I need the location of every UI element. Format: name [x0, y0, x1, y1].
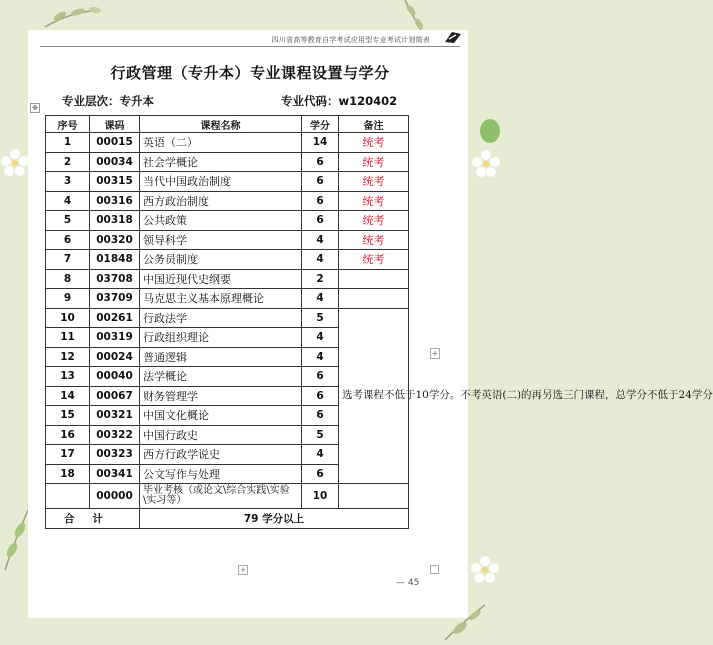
course-note: 统考 [339, 191, 409, 211]
header-note: 备注 [339, 116, 409, 133]
course-credit: 4 [302, 347, 339, 367]
flower-decoration [472, 150, 500, 178]
flower-decoration [470, 555, 500, 585]
table-row [46, 152, 409, 172]
course-name: 中国行政史 [140, 425, 302, 445]
total-credits: 79 学分以上 [140, 509, 409, 529]
course-credit: 6 [302, 386, 339, 406]
table-row [46, 308, 409, 328]
course-code: 00341 [90, 464, 140, 484]
row-number: 5 [46, 211, 90, 231]
table-move-handle-icon[interactable]: ✥ [30, 103, 40, 113]
row-number: 2 [46, 152, 90, 172]
course-code: 03708 [90, 269, 140, 289]
program-level: 专业层次：专升本 [62, 94, 154, 108]
header-rule [40, 46, 460, 47]
program-code: 专业代码：w120402 [281, 94, 398, 108]
course-note: 统考 [339, 172, 409, 192]
course-code: 01848 [90, 250, 140, 270]
table-row [46, 191, 409, 211]
course-name: 西方政治制度 [140, 191, 302, 211]
course-credit: 6 [302, 191, 339, 211]
course-credit: 6 [302, 367, 339, 387]
leaf-sprig-decoration [40, 2, 110, 32]
course-note: 统考 [339, 152, 409, 172]
course-code: 00015 [90, 133, 140, 153]
course-name: 领导科学 [140, 230, 302, 250]
thesis-row [46, 484, 409, 509]
course-credit: 4 [302, 230, 339, 250]
course-name: 当代中国政治制度 [140, 172, 302, 192]
course-code: 00316 [90, 191, 140, 211]
course-name: 行政法学 [140, 308, 302, 328]
course-code: 00322 [90, 425, 140, 445]
row-number: 3 [46, 172, 90, 192]
course-name: 普通逻辑 [140, 347, 302, 367]
row-number: 10 [46, 308, 90, 328]
course-code: 00261 [90, 308, 140, 328]
course-code: 00323 [90, 445, 140, 465]
course-name: 马克思主义基本原理概论 [140, 289, 302, 309]
table-row [46, 230, 409, 250]
course-code: 00024 [90, 347, 140, 367]
header-code: 课码 [90, 116, 140, 133]
course-code: 00320 [90, 230, 140, 250]
course-credit: 6 [302, 464, 339, 484]
course-table [45, 115, 713, 529]
header-no: 序号 [46, 116, 90, 133]
row-number: 18 [46, 464, 90, 484]
course-name: 公共政策 [140, 211, 302, 231]
course-name: 行政组织理论 [140, 328, 302, 348]
flower-decoration [0, 148, 30, 178]
elective-note: 选考课程不低于10学分。不考英语(二)的再另选三门课程，总学分不低于24学分 [339, 308, 409, 484]
running-header: 四川省高等教育自学考试应用型专业考试计划简表 [271, 36, 430, 44]
course-name: 法学概论 [140, 367, 302, 387]
table-row [46, 133, 409, 153]
page-number: — 45 [396, 578, 420, 588]
total-row [46, 509, 409, 529]
add-row-icon[interactable]: + [238, 565, 248, 575]
course-credit: 6 [302, 406, 339, 426]
row-number: 11 [46, 328, 90, 348]
course-code: 00319 [90, 328, 140, 348]
header-name: 课程名称 [140, 116, 302, 133]
header-logo-icon [444, 30, 462, 44]
row-number: 16 [46, 425, 90, 445]
course-name: 中国文化概论 [140, 406, 302, 426]
course-credit: 4 [302, 289, 339, 309]
course-credit: 10 [302, 484, 339, 509]
course-name: 英语（二） [140, 133, 302, 153]
course-credit: 5 [302, 308, 339, 328]
course-credit: 6 [302, 211, 339, 231]
course-code: 00034 [90, 152, 140, 172]
row-number: 12 [46, 347, 90, 367]
course-credit: 4 [302, 250, 339, 270]
course-note [339, 269, 409, 289]
row-number: 7 [46, 250, 90, 270]
row-number: 8 [46, 269, 90, 289]
table-header-row [46, 116, 409, 133]
table-row [46, 172, 409, 192]
table-row [46, 289, 409, 309]
course-note [339, 484, 409, 509]
course-name: 公务员制度 [140, 250, 302, 270]
course-name: 毕业考核（或论文\综合实践\实验\实习等） [140, 484, 302, 509]
course-code: 00318 [90, 211, 140, 231]
course-name: 社会学概论 [140, 152, 302, 172]
course-credit: 4 [302, 328, 339, 348]
course-code: 00000 [90, 484, 140, 509]
table-resize-handle[interactable] [430, 565, 439, 574]
course-credit: 6 [302, 152, 339, 172]
course-credit: 14 [302, 133, 339, 153]
course-note [339, 289, 409, 309]
document-title: 行政管理（专升本）专业课程设置与学分 [110, 64, 390, 82]
table-row [46, 211, 409, 231]
row-number: 9 [46, 289, 90, 309]
course-code: 00040 [90, 367, 140, 387]
row-number: 14 [46, 386, 90, 406]
table-row [46, 250, 409, 270]
row-number: 13 [46, 367, 90, 387]
course-credit: 6 [302, 172, 339, 192]
course-code: 00321 [90, 406, 140, 426]
header-credit: 学分 [302, 116, 339, 133]
row-number: 4 [46, 191, 90, 211]
course-note: 统考 [339, 211, 409, 231]
course-name: 中国近现代史纲要 [140, 269, 302, 289]
course-code: 03709 [90, 289, 140, 309]
course-note: 统考 [339, 250, 409, 270]
total-label: 合计 [46, 509, 140, 529]
course-note: 统考 [339, 133, 409, 153]
course-credit: 4 [302, 445, 339, 465]
row-number: 15 [46, 406, 90, 426]
course-name: 西方行政学说史 [140, 445, 302, 465]
course-credit: 5 [302, 425, 339, 445]
row-number [46, 484, 90, 509]
table-row [46, 269, 409, 289]
row-number: 1 [46, 133, 90, 153]
course-code: 00067 [90, 386, 140, 406]
row-number: 6 [46, 230, 90, 250]
course-name: 财务管理学 [140, 386, 302, 406]
course-name: 公文写作与处理 [140, 464, 302, 484]
add-column-icon[interactable]: + [431, 349, 439, 358]
course-note: 统考 [339, 230, 409, 250]
course-credit: 2 [302, 269, 339, 289]
row-number: 17 [46, 445, 90, 465]
flower-decoration [476, 116, 500, 146]
course-code: 00315 [90, 172, 140, 192]
